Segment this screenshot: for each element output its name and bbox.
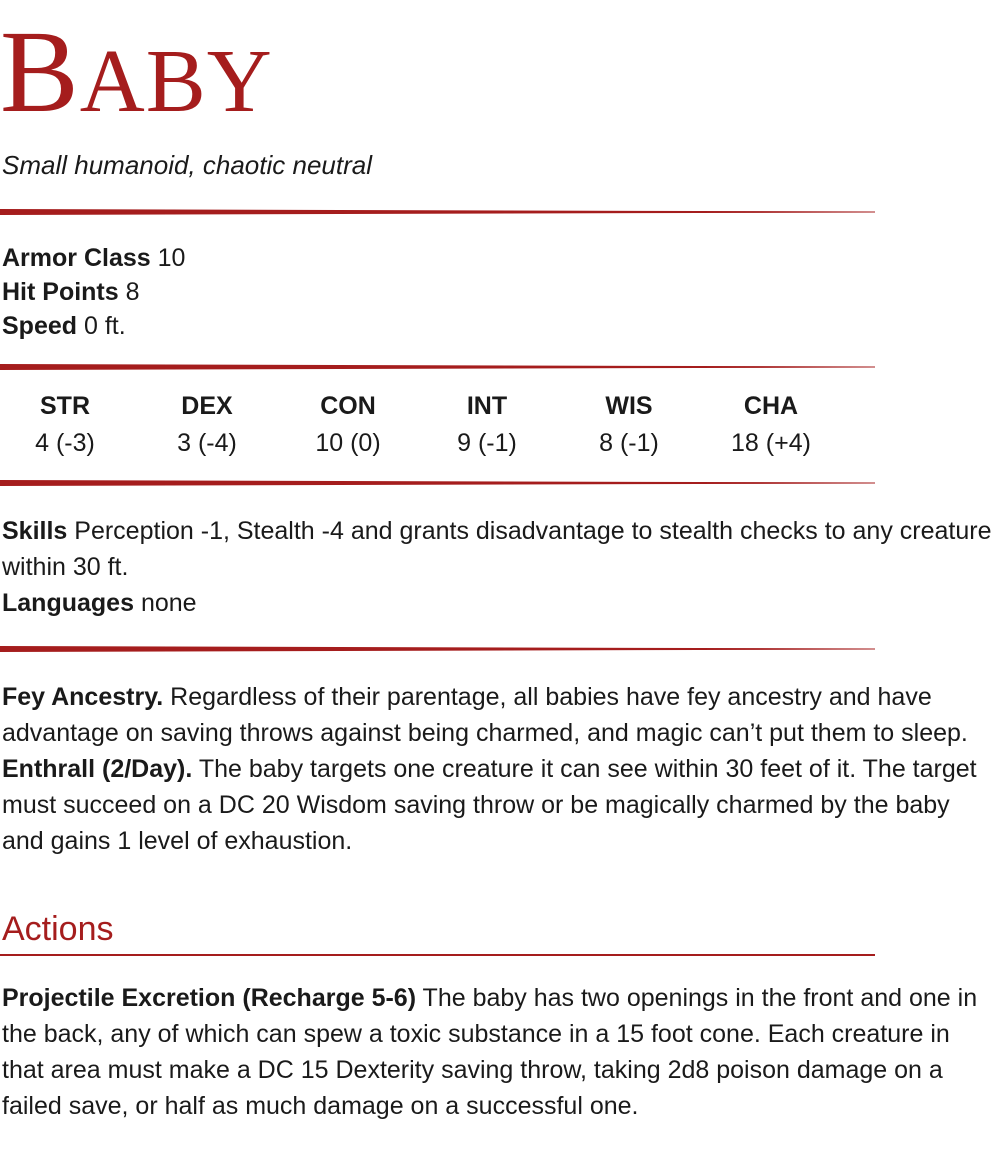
ability-name: CHA [743, 392, 799, 420]
ability-scores [0, 388, 860, 468]
action-name: Projectile Excretion (Recharge 5-6) [2, 984, 417, 1012]
creature-name-rest: ABY [79, 32, 273, 131]
ability-name: WIS [605, 392, 653, 420]
actions-underline [0, 954, 875, 956]
actions-block [2, 980, 997, 1124]
hit-points-value: 8 [125, 278, 140, 306]
divider-tapered [0, 209, 875, 215]
trait-fey-ancestry [2, 679, 997, 751]
ability-score: 18 (+4) [731, 429, 811, 457]
languages-value: none [140, 589, 197, 617]
creature-name [0, 6, 273, 142]
ability-score: 10 (0) [315, 429, 381, 457]
trait-text: Regardless of their parentage, all babies have fey ancestry and have advantage on saving throws against being charmed, and magic can’t put them to sleep. [2, 683, 968, 747]
trait-enthrall [2, 751, 997, 859]
ability-name: STR [40, 392, 90, 420]
skills-label: Skills [2, 517, 68, 545]
divider-tapered [0, 480, 875, 486]
action-projectile-excretion [2, 980, 997, 1124]
creature-type-line: Small humanoid, chaotic neutral [2, 150, 372, 180]
defense-block [2, 241, 185, 343]
ability-int [427, 388, 547, 462]
creature-name-initial: B [0, 6, 80, 137]
trait-name: Fey Ancestry. [2, 683, 164, 711]
hit-points-label: Hit Points [2, 278, 119, 306]
languages-line [2, 585, 992, 621]
armor-class-value: 10 [157, 244, 186, 272]
details-block [2, 513, 992, 621]
speed-value: 0 ft. [83, 312, 126, 340]
ability-wis [569, 388, 689, 462]
ability-score: 4 (-3) [35, 429, 95, 457]
divider-tapered [0, 646, 875, 652]
skills-line [2, 513, 992, 585]
ability-con [288, 388, 408, 462]
trait-text: The baby targets one creature it can see within 30 feet of it. The target must succeed on a DC 20 Wisdom saving throw or be magically charmed by the baby and gains 1 level of exhaustion. [2, 755, 977, 855]
armor-class-label: Armor Class [2, 244, 151, 272]
ability-score: 3 (-4) [177, 429, 237, 457]
armor-class-line [2, 241, 185, 275]
speed-line [2, 309, 185, 343]
ability-dex [147, 388, 267, 462]
ability-name: CON [320, 392, 376, 420]
divider-tapered [0, 364, 875, 370]
ability-score: 8 (-1) [599, 429, 659, 457]
ability-name: DEX [181, 392, 233, 420]
ability-score: 9 (-1) [457, 429, 517, 457]
trait-name: Enthrall (2/Day). [2, 755, 193, 783]
ability-name: INT [466, 392, 508, 420]
speed-label: Speed [2, 312, 78, 340]
actions-heading: Actions [2, 910, 114, 948]
ability-str [5, 388, 125, 462]
languages-label: Languages [2, 589, 134, 617]
ability-cha [711, 388, 831, 462]
skills-value: Perception -1, Stealth -4 and grants disadvantage to stealth checks to any creature within 30 ft. [2, 517, 992, 581]
traits-block [2, 679, 997, 859]
hit-points-line [2, 275, 185, 309]
action-text: The baby has two openings in the front and one in the back, any of which can spew a toxic substance in a 15 foot cone. Each creature in that area must make a DC 15 Dexterity saving throw, taking 2d8 poison damage on a failed save, or half as much damage on a successful one. [2, 984, 978, 1120]
